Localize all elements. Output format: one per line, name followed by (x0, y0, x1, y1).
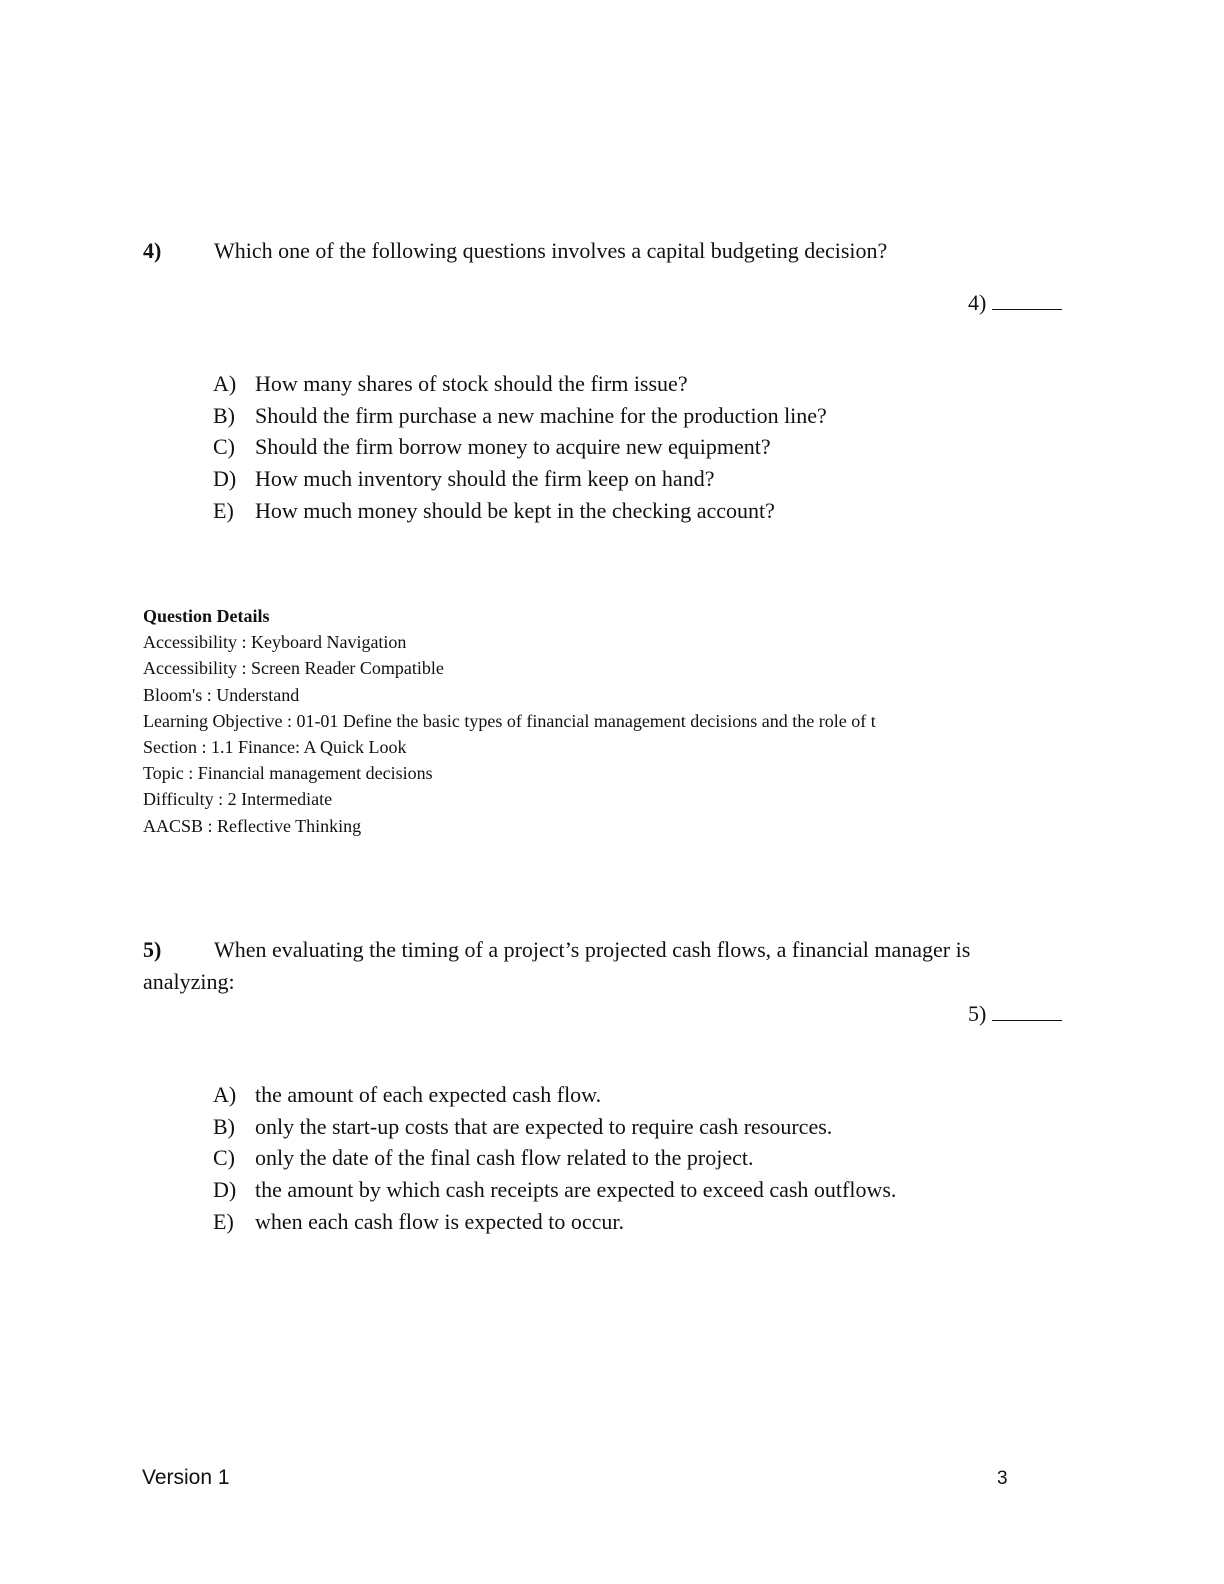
details-line: Bloom's : Understand (143, 684, 300, 705)
choice-text: Should the firm purchase a new machine for the production line? (255, 402, 827, 428)
details-line: Difficulty : 2 Intermediate (143, 789, 333, 810)
question-5-answer-blank (968, 1000, 1062, 1028)
details-line: AACSB : Reflective Thinking (143, 815, 362, 836)
question-4-text: Which one of the following questions involves a capital budgeting decision? (214, 238, 888, 263)
choice-item (213, 1079, 896, 1111)
question-details-title: Question Details (143, 606, 270, 626)
choice-text: only the date of the final cash flow related to the project. (255, 1145, 754, 1171)
choice-letter: B) (213, 1113, 235, 1139)
choice-item (213, 463, 827, 495)
details-line: Section : 1.1 Finance: A Quick Look (143, 737, 407, 758)
choice-text: the amount by which cash receipts are expected to exceed cash outflows. (255, 1177, 897, 1203)
question-4-answer-label: 4) (968, 290, 987, 315)
question-5-text: When evaluating the timing of a project’s projected cash flows, a financial manager is analyzing: (143, 937, 971, 994)
choice-letter: E) (213, 1208, 234, 1234)
choice-text: when each cash flow is expected to occur. (255, 1208, 624, 1234)
question-4-number: 4) (143, 238, 162, 263)
choice-letter: D) (213, 1177, 237, 1203)
choice-text: How much inventory should the firm keep on hand? (255, 466, 715, 492)
details-line: Accessibility : Keyboard Navigation (143, 632, 407, 653)
choice-item (213, 400, 827, 432)
choice-letter: C) (213, 434, 235, 460)
footer-version: Version 1 (142, 1466, 230, 1489)
question-4-answer-blank (968, 289, 1062, 317)
question-5-stem (143, 934, 1043, 998)
choice-item (213, 495, 827, 527)
choice-letter: D) (213, 466, 237, 492)
choice-text: Should the firm borrow money to acquire new equipment? (255, 434, 771, 460)
question-5-answer-line (992, 1002, 1062, 1021)
question-4-answer-line (992, 291, 1062, 310)
choice-text: the amount of each expected cash flow. (255, 1082, 602, 1107)
question-details (143, 603, 876, 839)
choice-item (213, 431, 827, 463)
choice-item (213, 1206, 896, 1238)
choice-text: How many shares of stock should the firm issue? (255, 371, 688, 396)
question-4-choices (213, 368, 827, 527)
question-5-answer-label: 5) (968, 1001, 987, 1026)
choice-item (213, 1111, 896, 1143)
details-line: Learning Objective : 01-01 Define the basic types of financial management decisions and the role of t (143, 710, 876, 731)
choice-text: How much money should be kept in the checking account? (255, 497, 775, 523)
choice-item (213, 1174, 896, 1206)
choice-item (213, 368, 827, 400)
choice-letter: E) (213, 497, 234, 523)
choice-letter: A) (213, 371, 237, 396)
question-5-choices (213, 1079, 896, 1238)
choice-item (213, 1142, 896, 1174)
footer-page-number: 3 (997, 1468, 1008, 1489)
question-4-stem (143, 235, 1043, 267)
choice-letter: C) (213, 1145, 235, 1171)
details-line: Topic : Financial management decisions (143, 763, 433, 784)
choice-text: only the start-up costs that are expected to require cash resources. (255, 1113, 833, 1139)
details-line: Accessibility : Screen Reader Compatible (143, 658, 444, 679)
question-5-number: 5) (143, 937, 162, 962)
choice-letter: A) (213, 1082, 237, 1107)
choice-letter: B) (213, 402, 235, 428)
